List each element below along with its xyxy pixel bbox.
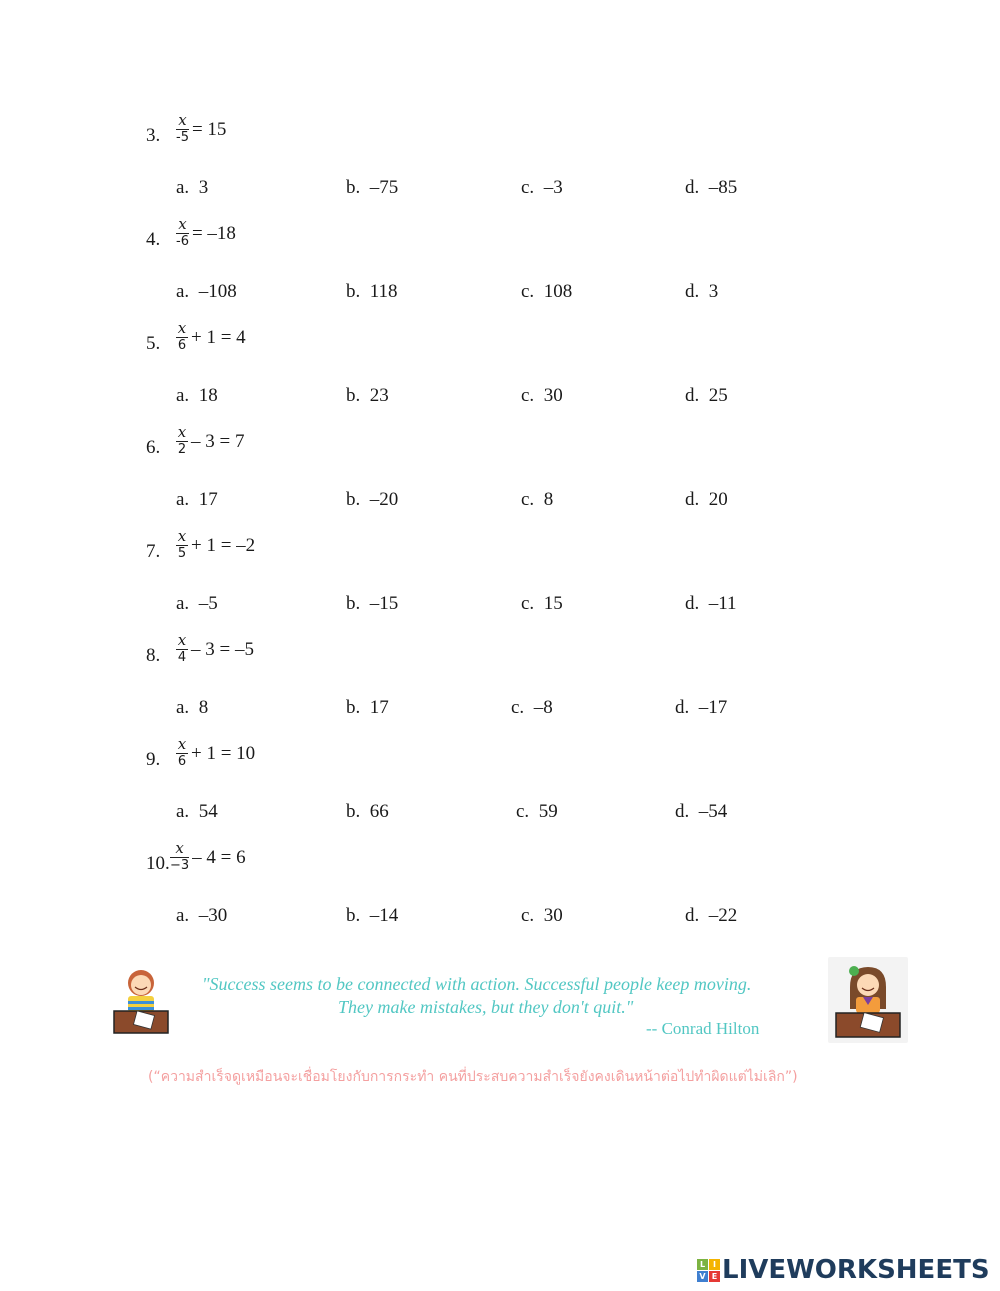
choice-spacer — [360, 385, 370, 406]
choice-value: 66 — [369, 801, 389, 822]
choice-value: 59 — [538, 801, 558, 822]
choice-value: 8 — [543, 489, 554, 510]
choice-label: a. — [176, 905, 190, 926]
choice-spacer — [360, 281, 370, 302]
answer-choice-a[interactable] — [176, 593, 218, 615]
choice-label: c. — [521, 905, 535, 926]
quote-author: -- Conrad Hilton — [646, 1019, 760, 1038]
choice-value: 23 — [369, 385, 389, 406]
choice-spacer — [360, 177, 370, 198]
choice-label: a. — [176, 281, 190, 302]
answer-choice-d[interactable] — [675, 697, 727, 719]
choice-label: d. — [685, 177, 700, 198]
answer-choice-d[interactable] — [685, 489, 728, 511]
girl-at-desk-icon — [828, 957, 908, 1043]
choice-label: d. — [675, 801, 690, 822]
choice-spacer — [360, 801, 370, 822]
choice-value: 3 — [198, 177, 209, 198]
fraction — [176, 633, 188, 665]
choice-spacer — [534, 385, 544, 406]
answer-choice-c[interactable] — [521, 905, 563, 927]
choice-spacer — [699, 385, 709, 406]
choice-label: b. — [346, 177, 361, 198]
answer-choice-d[interactable] — [685, 385, 728, 407]
choice-label: d. — [685, 489, 700, 510]
fraction — [176, 321, 188, 353]
fraction-denominator: -5 — [176, 130, 189, 146]
choice-value: 54 — [198, 801, 218, 822]
choice-label: d. — [685, 905, 700, 926]
equation-rest: + 1 = –2 — [191, 534, 256, 556]
choice-value: 8 — [198, 697, 209, 718]
choice-spacer — [534, 593, 544, 614]
question-number: 7. — [146, 541, 161, 562]
equation — [176, 321, 246, 353]
choice-label: b. — [346, 905, 361, 926]
choice-value: –75 — [369, 177, 399, 198]
choice-spacer — [360, 489, 370, 510]
choice-label: b. — [346, 385, 361, 406]
choice-spacer — [189, 801, 199, 822]
choice-value: –14 — [369, 905, 399, 926]
choice-spacer — [699, 177, 709, 198]
choice-spacer — [360, 593, 370, 614]
choice-label: b. — [346, 281, 361, 302]
choice-spacer — [689, 801, 699, 822]
answer-choice-b[interactable] — [346, 281, 398, 303]
answer-choice-c[interactable] — [516, 801, 558, 823]
choice-spacer — [189, 697, 199, 718]
choice-label: d. — [685, 593, 700, 614]
fraction — [176, 737, 188, 769]
fraction — [176, 217, 189, 249]
question-number: 6. — [146, 437, 161, 458]
fraction-denominator: 4 — [177, 650, 187, 666]
equation-rest: – 4 = 6 — [192, 846, 246, 868]
choice-value: –11 — [708, 593, 737, 614]
question-number: 5. — [146, 333, 161, 354]
choice-value: –17 — [698, 697, 728, 718]
fraction-numerator: x — [178, 215, 187, 233]
question-number: 4. — [146, 229, 161, 250]
choice-value: –108 — [198, 281, 237, 302]
choice-spacer — [699, 281, 709, 302]
choice-value: 118 — [369, 281, 398, 302]
logo-text: LIVEWORKSHEETS — [722, 1255, 990, 1285]
equation-rest: – 3 = –5 — [191, 638, 254, 660]
choice-label: b. — [346, 801, 361, 822]
question-number: 8. — [146, 645, 161, 666]
fraction — [176, 113, 189, 145]
answer-choice-b[interactable] — [346, 697, 389, 719]
choice-spacer — [699, 489, 709, 510]
fraction-numerator: x — [178, 111, 187, 129]
choice-value: 30 — [543, 905, 563, 926]
equation — [176, 529, 255, 561]
equation — [176, 633, 254, 665]
question-number: 9. — [146, 749, 161, 770]
choice-label: c. — [511, 697, 525, 718]
equation — [176, 217, 236, 249]
fraction — [176, 529, 188, 561]
logo-tile: I — [709, 1259, 720, 1270]
choice-label: d. — [685, 281, 700, 302]
answer-choice-c[interactable] — [521, 385, 563, 407]
choice-value: –5 — [198, 593, 218, 614]
choice-label: d. — [685, 385, 700, 406]
fraction-numerator: x — [177, 423, 187, 441]
fraction-denominator: 2 — [177, 442, 187, 458]
answer-choice-c[interactable] — [511, 697, 553, 719]
answer-choice-d[interactable] — [685, 593, 737, 615]
choice-spacer — [189, 177, 199, 198]
fraction-denominator: 5 — [177, 546, 187, 562]
choice-spacer — [189, 593, 199, 614]
answer-choice-a[interactable] — [176, 177, 208, 199]
choice-spacer — [360, 905, 370, 926]
logo-tile: V — [697, 1271, 708, 1282]
equation-rest: = –18 — [191, 222, 236, 244]
choice-value: –54 — [698, 801, 728, 822]
quote-line-1: "Success seems to be connected with action. Successful people keep moving. — [202, 974, 752, 994]
answer-choice-b[interactable] — [346, 385, 389, 407]
answer-choice-b[interactable] — [346, 593, 398, 615]
choice-label: c. — [521, 385, 535, 406]
choice-spacer — [189, 489, 199, 510]
choice-spacer — [360, 697, 370, 718]
fraction-denominator: −3 — [170, 858, 190, 874]
logo-tile: E — [709, 1271, 720, 1282]
choice-value: 108 — [543, 281, 573, 302]
equation — [176, 425, 244, 457]
choice-value: –85 — [708, 177, 738, 198]
fraction-denominator: 6 — [177, 338, 187, 354]
quote-translation: (“ความสำเร็จดูเหมือนจะเชื่อมโยงกับการกระทำ คนที่ประสบความสำเร็จยังคงเดินหน้าต่อไปทำผิดแต่ไม่เลิก”) — [148, 1069, 798, 1085]
answer-choice-a[interactable] — [176, 281, 237, 303]
choice-label: b. — [346, 489, 361, 510]
liveworksheets-logo[interactable] — [697, 1255, 990, 1285]
choice-label: c. — [516, 801, 530, 822]
choice-spacer — [534, 177, 544, 198]
choice-spacer — [189, 905, 199, 926]
answer-choice-c[interactable] — [521, 489, 553, 511]
choice-value: –22 — [708, 905, 738, 926]
fraction-numerator: x — [177, 527, 187, 545]
choice-value: 15 — [543, 593, 563, 614]
logo-tile: L — [697, 1259, 708, 1270]
fraction-numerator: x — [177, 735, 187, 753]
choice-label: c. — [521, 281, 535, 302]
choice-value: –15 — [369, 593, 399, 614]
answer-choice-a[interactable] — [176, 489, 218, 511]
choice-value: 20 — [708, 489, 728, 510]
choice-label: a. — [176, 697, 190, 718]
choice-spacer — [534, 905, 544, 926]
choice-label: a. — [176, 385, 190, 406]
answer-choice-d[interactable] — [685, 177, 737, 199]
choice-value: 3 — [708, 281, 719, 302]
choice-value: 17 — [369, 697, 389, 718]
answer-choice-a[interactable] — [176, 801, 218, 823]
choice-value: –30 — [198, 905, 228, 926]
fraction — [176, 425, 188, 457]
answer-choice-b[interactable] — [346, 177, 398, 199]
choice-value: 17 — [198, 489, 218, 510]
equation — [170, 841, 246, 873]
choice-spacer — [524, 697, 534, 718]
choice-spacer — [689, 697, 699, 718]
choice-label: a. — [176, 489, 190, 510]
choice-label: a. — [176, 801, 190, 822]
question-number: 10. — [146, 853, 170, 874]
answer-choice-a[interactable] — [176, 385, 218, 407]
choice-label: a. — [176, 593, 190, 614]
answer-choice-d[interactable] — [685, 905, 737, 927]
fraction — [170, 841, 189, 873]
choice-label: b. — [346, 593, 361, 614]
choice-label: a. — [176, 177, 190, 198]
equation-rest: + 1 = 10 — [191, 742, 256, 764]
quote-line-2: They make mistakes, but they don't quit." — [338, 997, 634, 1017]
quote-section — [0, 960, 1000, 1060]
equation-rest: – 3 = 7 — [191, 430, 245, 452]
answer-choice-c[interactable] — [521, 177, 563, 199]
choice-value: –8 — [533, 697, 553, 718]
answer-choice-d[interactable] — [685, 281, 718, 303]
fraction-numerator: x — [177, 631, 187, 649]
live-tiles-icon — [697, 1259, 720, 1282]
choice-spacer — [699, 905, 709, 926]
answer-choice-a[interactable] — [176, 697, 208, 719]
choice-value: 30 — [543, 385, 563, 406]
answer-choice-b[interactable] — [346, 489, 398, 511]
choice-value: 25 — [708, 385, 728, 406]
answer-choice-d[interactable] — [675, 801, 727, 823]
choice-label: c. — [521, 177, 535, 198]
choice-label: b. — [346, 697, 361, 718]
choice-value: –3 — [543, 177, 563, 198]
equation — [176, 113, 226, 145]
choice-spacer — [534, 489, 544, 510]
boy-at-desk-icon — [111, 965, 171, 1037]
choice-spacer — [699, 593, 709, 614]
choice-label: c. — [521, 593, 535, 614]
choice-value: –20 — [369, 489, 399, 510]
answer-choice-c[interactable] — [521, 593, 563, 615]
choice-label: d. — [675, 697, 690, 718]
fraction-denominator: 6 — [177, 754, 187, 770]
choice-value: 18 — [198, 385, 218, 406]
equation-rest: = 15 — [191, 118, 227, 140]
answer-choice-b[interactable] — [346, 801, 389, 823]
fraction-numerator: x — [177, 319, 187, 337]
choice-label: c. — [521, 489, 535, 510]
choice-spacer — [189, 385, 199, 406]
choice-spacer — [529, 801, 539, 822]
answer-choice-b[interactable] — [346, 905, 398, 927]
fraction-numerator: x — [175, 839, 184, 857]
answer-choice-a[interactable] — [176, 905, 227, 927]
equation — [176, 737, 255, 769]
choice-spacer — [534, 281, 544, 302]
choice-spacer — [189, 281, 199, 302]
answer-choice-c[interactable] — [521, 281, 572, 303]
question-number: 3. — [146, 125, 161, 146]
equation-rest: + 1 = 4 — [191, 326, 246, 348]
fraction-denominator: -6 — [176, 234, 189, 250]
